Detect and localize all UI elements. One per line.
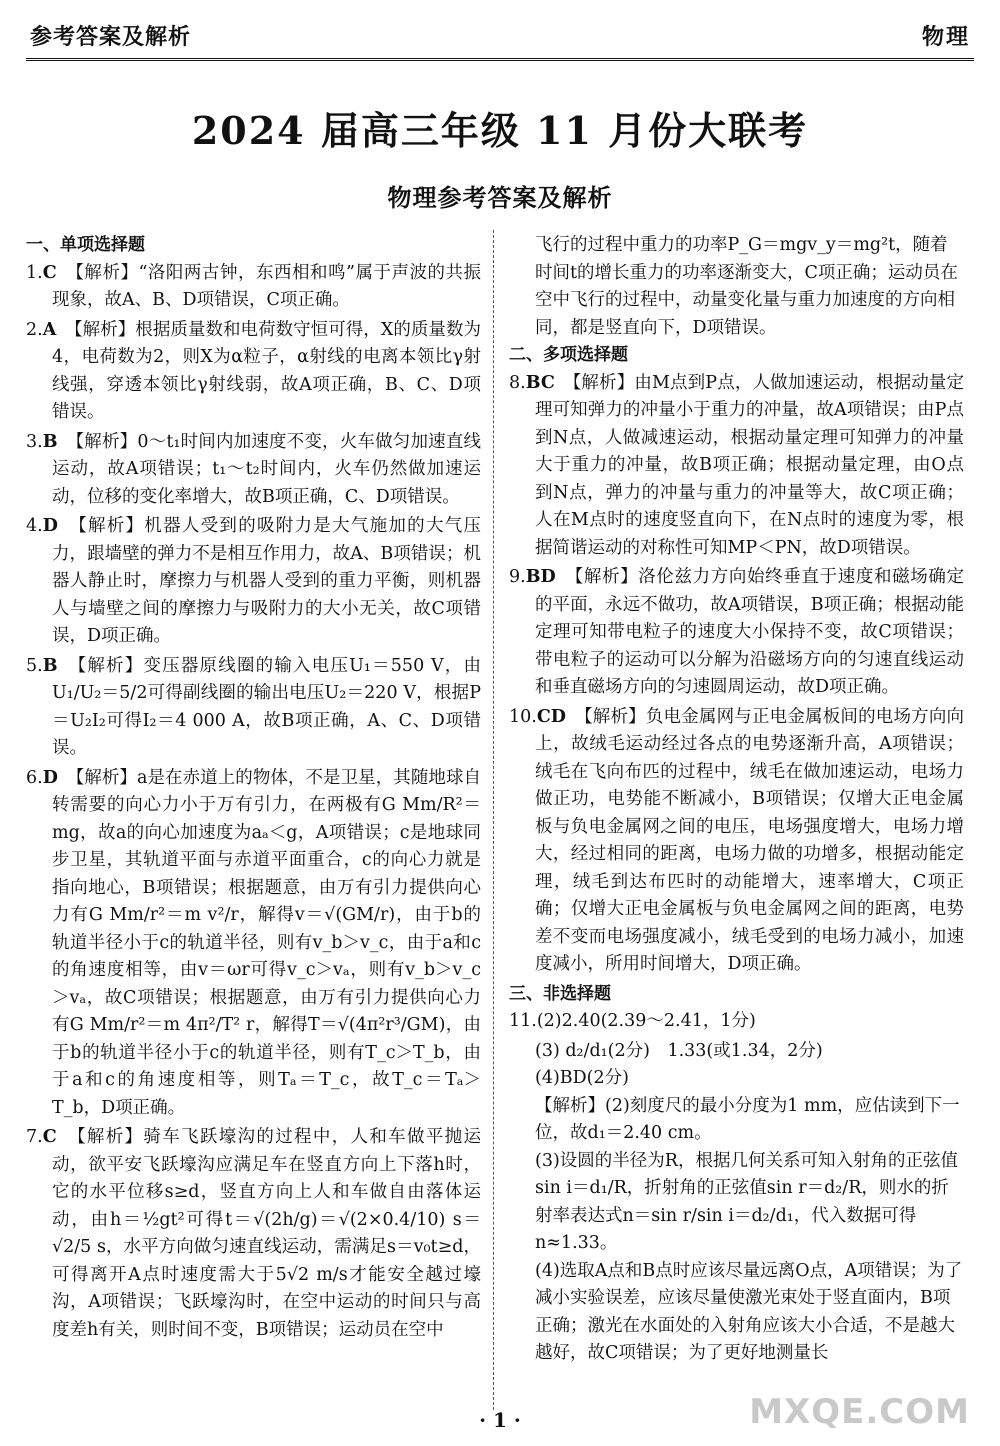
item-explanation: 【解析】0～t₁时间内加速度不变，火车做匀加速直线运动，故A项错误；t₁～t₂时间内，火车仍然做加速运动，位移的变化率增大，故B项正确，C、D项错误。 (52, 431, 481, 507)
item-number: 4. (26, 516, 43, 536)
item-number: 8. (509, 372, 526, 393)
answer-item-7 (26, 1124, 481, 1344)
item-explanation: 【解析】骑车飞跃壕沟的过程中，人和车做平抛运动，欲平安飞跃壕沟应满足车在竖直方向上下落h时，它的水平位移s≥d，竖直方向上人和车做自由落体运动，由h＝½gt²可得t＝√(2h/g)＝√(2×0.4/10) s＝√2/5 s，水平方向做匀速直线运动，需满足s＝v₀t≥d，可得离开A点时速度需大于5√2 m/s才能安全越过壕沟，A项错误；飞跃壕沟时，在空中运动的时间只与高度差h有关，则时间不变，B项错误；运动员在空中 (52, 1127, 481, 1340)
answer-item-5 (26, 653, 481, 763)
item-number: 10. (509, 706, 537, 727)
item-7-continuation: 飞行的过程中重力的功率P_G＝mgv_y＝mg²t，随着时间t的增长重力的功率逐渐变大，C项正确；运动员在空中飞行的过程中，动量变化量与重力加速度的方向相同，都是竖直向下，D项错误。 (535, 235, 958, 338)
item-explanation: 【解析】机器人受到的吸附力是大气施加的大气压力，跟墙壁的弹力不是相互作用力，故A、B项错误；机器人静止时，摩擦力与机器人受到的重力平衡，则机器人与墙壁之间的摩擦力与吸附力的大小无关，故C项错误，D项正确。 (52, 516, 481, 646)
answer-item-3 (26, 429, 481, 512)
item-explanation: 【解析】根据质量数和电荷数守恒可得，X的质量数为4，电荷数为2，则X为α粒子，α射线的电离本领比γ射线强，穿透本领比γ射线弱，故A项正确，B、C、D项错误。 (52, 319, 481, 422)
watermark-logo: MXQE.COM (749, 1392, 970, 1432)
q11-analysis-1: 【解析】(2)刻度尺的最小分度为1 mm，应估读到下一位，故d₁＝2.40 cm。 (535, 1095, 960, 1143)
item-explanation: 【解析】由M点到P点，人做加速运动，根据动量定理可知弹力的冲量小于重力的冲量，故A项错误；由P点到N点，人做减速运动，根据动量定理可知弹力的冲量大于重力的冲量，故B项正确；根据动量定理，由O点到N点，弹力的冲量与重力的冲量等大，故C项正确；人在M点时的速度竖直向下，在N点时的速度为零，根据简谐运动的对称性可知MP＜PN，故D项错误。 (535, 372, 964, 558)
item-number: 7. (26, 1127, 43, 1147)
q11-analysis-2: (3)设圆的半径为R，根据几何关系可知入射角的正弦值sin i＝d₁/R，折射角的正弦值sin r＝d₂/R，则水的折射率表达式n＝sin r/sin i＝d₂/d₁，代入数据可得n≈1.33。 (535, 1150, 958, 1253)
answer-item-4 (26, 513, 481, 651)
item-answer: C (42, 1127, 57, 1147)
answer-item-10 (509, 704, 964, 979)
item-explanation: 【解析】“洛阳两古钟，东西相和鸣”属于声波的共振现象，故A、B、D项错误，C项正确。 (52, 262, 481, 310)
answer-item-2 (26, 317, 481, 427)
item-explanation: 【解析】洛伦兹力方向始终垂直于速度和磁场确定的平面，永远不做功，故A项错误，B项正确；根据动能定理可知带电粒子的速度大小保持不变，故C项错误；带电粒子的运动可以分解为沿磁场方向的匀速直线运动和垂直磁场方向的匀速圆周运动，故D项正确。 (535, 567, 964, 697)
q11-answer-line-2: (3) d₂/d₁(2分) 1.33(或1.34，2分) (535, 1040, 823, 1061)
page-header (26, 14, 974, 61)
left-column (26, 232, 481, 1412)
item-answer: D (42, 516, 58, 536)
column-divider (493, 230, 494, 1410)
section-heading-non-choice: 三、非选择题 (509, 983, 611, 1004)
answer-item-9 (509, 564, 964, 702)
q11-answer-line-1: 11.(2)2.40(2.39～2.41，1分) (509, 1011, 756, 1031)
item-answer: CD (536, 706, 566, 727)
item-explanation: 【解析】负电金属网与正电金属板间的电场方向向上，故绒毛运动经过各点的电势逐渐升高，A项错误；绒毛在飞向布匹的过程中，绒毛在做加速运动，电场力做正功，电势能不断减小，B项错误；仅增大正电金属板与负电金属网之间的电压，电场强度增大，电场力增大，经过相同的距离，电场力做的功增多，根据动能定理，绒毛到达布匹时的动能增大，速率增大，C项正确；仅增大正电金属板与负电金属网之间的距离，电势差不变而电场强度减小，绒毛受到的电场力减小，加速度减小，所用时间增大，D项正确。 (535, 706, 964, 974)
page-number: · 1 · (479, 1408, 521, 1432)
item-answer: BC (525, 372, 555, 393)
item-number: 1. (26, 262, 43, 283)
section-heading-single-choice: 一、单项选择题 (26, 235, 145, 255)
item-answer: B (42, 431, 58, 452)
section-heading-multiple-choice: 二、多项选择题 (509, 345, 628, 365)
answer-item-1 (26, 260, 481, 315)
answer-item-6 (26, 765, 481, 1123)
item-explanation: 【解析】变压器原线圈的输入电压U₁＝550 V，由U₁/U₂＝5/2可得副线圈的输出电压U₂＝220 V，根据P＝U₂I₂可得I₂＝4 000 A，故B项正确，A、C、D项错误。 (52, 655, 481, 758)
document-title: 2024 届高三年级 11 月份大联考 (191, 108, 809, 153)
header-subject: 物理 (921, 25, 970, 50)
header-doc-type: 参考答案及解析 (30, 25, 192, 50)
q11-analysis-3: (4)选取A点和B点时应该尽量远离O点，A项错误；为了减小实验误差，应该尽量使激光束处于竖直面内，B项正确；激光在水面处的入射角应该大小合适，不是越大越好，故C项错误；为了更好地测量长 (535, 1260, 963, 1363)
item-answer: D (42, 767, 58, 788)
right-column (509, 232, 964, 1412)
item-answer: BD (525, 567, 556, 587)
document-subtitle: 物理参考答案及解析 (387, 184, 613, 212)
item-answer: B (42, 655, 58, 676)
item-number: 2. (26, 319, 43, 340)
item-explanation: 【解析】a是在赤道上的物体，不是卫星，其随地球自转需要的向心力小于万有引力，在两极有G Mm/R²＝mg，故a的向心加速度为aₐ＜g，A项错误；c是地球同步卫星，其轨道平面与赤道平面重合，c的向心力就是指向地心，B项错误；根据题意，由万有引力提供向心力有G Mm/r²＝m v²/r，解得v＝√(GM/r)，由于b的轨道半径小于c的轨道半径，则有v_b＞v_c，由于a和c的角速度相等，由v＝ωr可得v_c＞vₐ，则有v_b＞v_c＞vₐ，故C项错误；根据题意，由万有引力提供向心力有G Mm/r²＝m 4π²/T² r，解得T＝√(4π²r³/GM)，由于b的轨道半径小于c的轨道半径，则有T_c＞T_b，由于a和c的角速度相等，则Tₐ＝T_c，故T_c＝Tₐ＞T_b，D项正确。 (52, 767, 481, 1118)
item-number: 6. (26, 767, 43, 788)
item-answer: C (42, 262, 57, 283)
item-number: 5. (26, 655, 43, 676)
item-answer: A (42, 319, 57, 340)
item-number: 9. (509, 567, 526, 587)
item-number: 3. (26, 431, 43, 452)
answer-item-8 (509, 370, 964, 563)
q11-answer-line-3: (4)BD(2分) (535, 1068, 629, 1088)
